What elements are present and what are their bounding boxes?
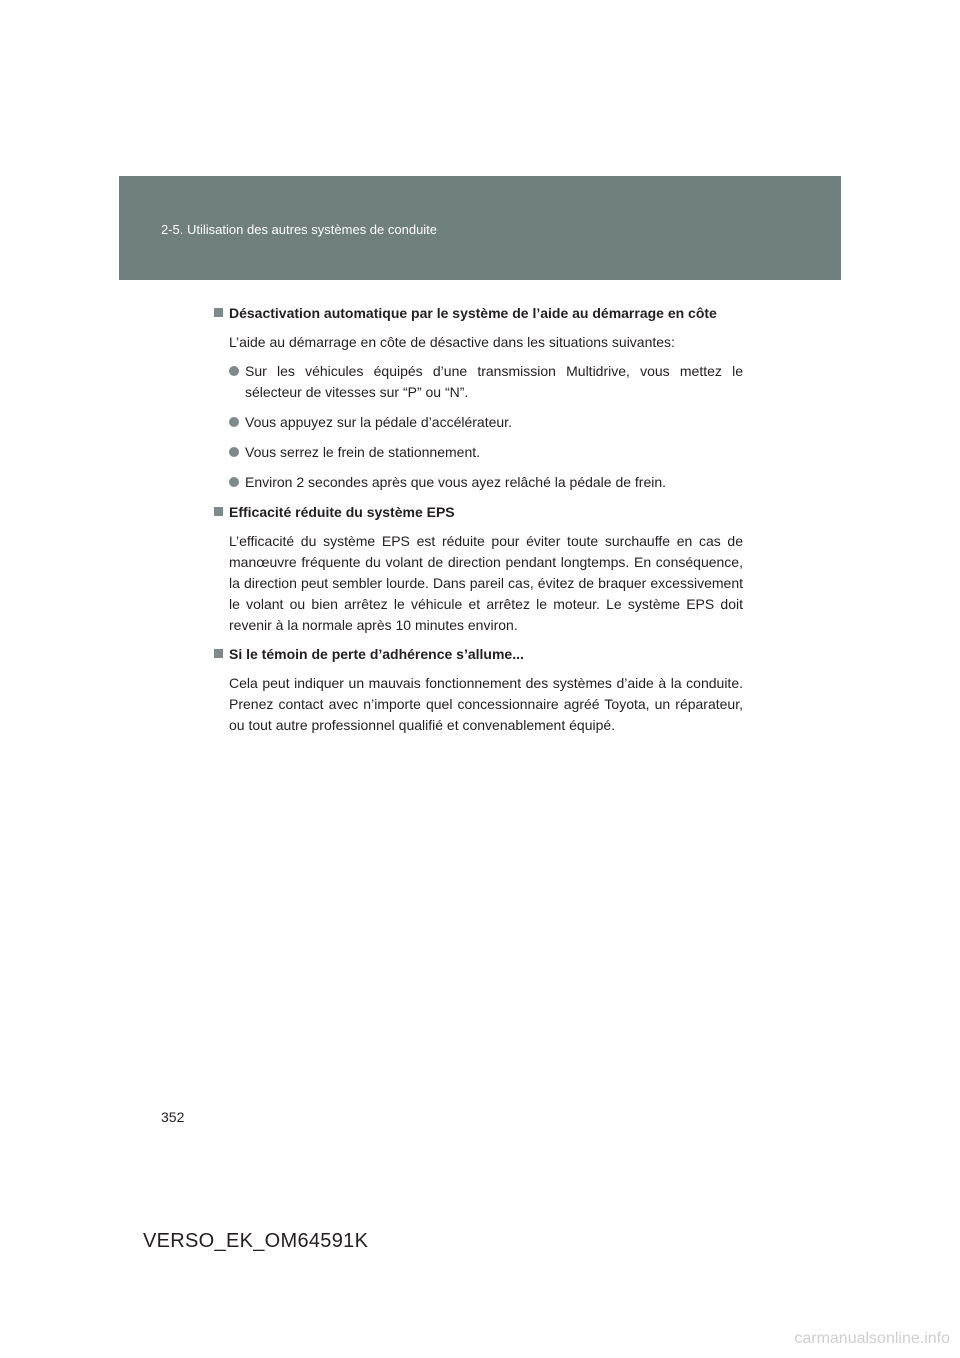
square-bullet-icon <box>214 308 223 317</box>
section-title: 2-5. Utilisation des autres systèmes de conduite <box>161 222 438 237</box>
eps-paragraph: L’efficacité du système EPS est réduite pour éviter toute surchauffe en cas de manœuvre fréquente du volant de direction pendant longtemps. En conséquence, la direction peut sembler lourde. Dans pareil cas, évitez de braquer excessivement le volant ou bien arrêtez le véhicule et arrêtez le moteur. Le système EPS doit revenir à la normale après 10 minutes environ. <box>229 533 743 633</box>
circle-bullet-icon <box>229 417 239 427</box>
section-header-band <box>119 176 841 280</box>
list-item-text: Vous appuyez sur la pédale d’accélérateur. <box>245 414 512 430</box>
watermark: carmanualsonline.info <box>794 1330 950 1347</box>
square-bullet-icon <box>214 507 223 516</box>
intro-paragraph: L’aide au démarrage en côte de désactive dans les situations suivantes: <box>229 334 675 350</box>
page-content <box>213 303 743 744</box>
heading-text: Efficacité réduite du système EPS <box>229 504 455 520</box>
circle-bullet-icon <box>229 447 239 457</box>
circle-bullet-icon <box>229 477 239 487</box>
list-item-text: Environ 2 secondes après que vous ayez relâché la pédale de frein. <box>245 474 667 490</box>
list-item-text: Vous serrez le frein de stationnement. <box>245 444 481 460</box>
list-item <box>213 442 743 463</box>
document-code: VERSO_EK_OM64591K <box>143 1230 369 1252</box>
heading-eps-reduced <box>213 502 743 523</box>
square-bullet-icon <box>214 649 223 658</box>
list-item <box>213 472 743 493</box>
heading-hill-start-deactivation <box>213 303 743 324</box>
heading-text: Si le témoin de perte d’adhérence s’allume... <box>229 646 524 662</box>
heading-text: Désactivation automatique par le système de l’aide au démarrage en côte <box>229 305 717 321</box>
list-item <box>213 412 743 433</box>
list-item-text: Sur les véhicules équipés d’une transmission Multidrive, vous mettez le sélecteur de vitesses sur “P” ou “N”. <box>245 363 743 400</box>
page-number: 352 <box>161 1109 185 1125</box>
list-item <box>213 361 743 403</box>
slip-indicator-paragraph: Cela peut indiquer un mauvais fonctionnement des systèmes d’aide à la conduite. Prenez contact avec n’importe quel concessionnaire agréé Toyota, un réparateur, ou tout autre professionnel qualifié et convenablement équipé. <box>229 675 743 733</box>
heading-slip-indicator <box>213 644 743 665</box>
circle-bullet-icon <box>229 366 239 376</box>
